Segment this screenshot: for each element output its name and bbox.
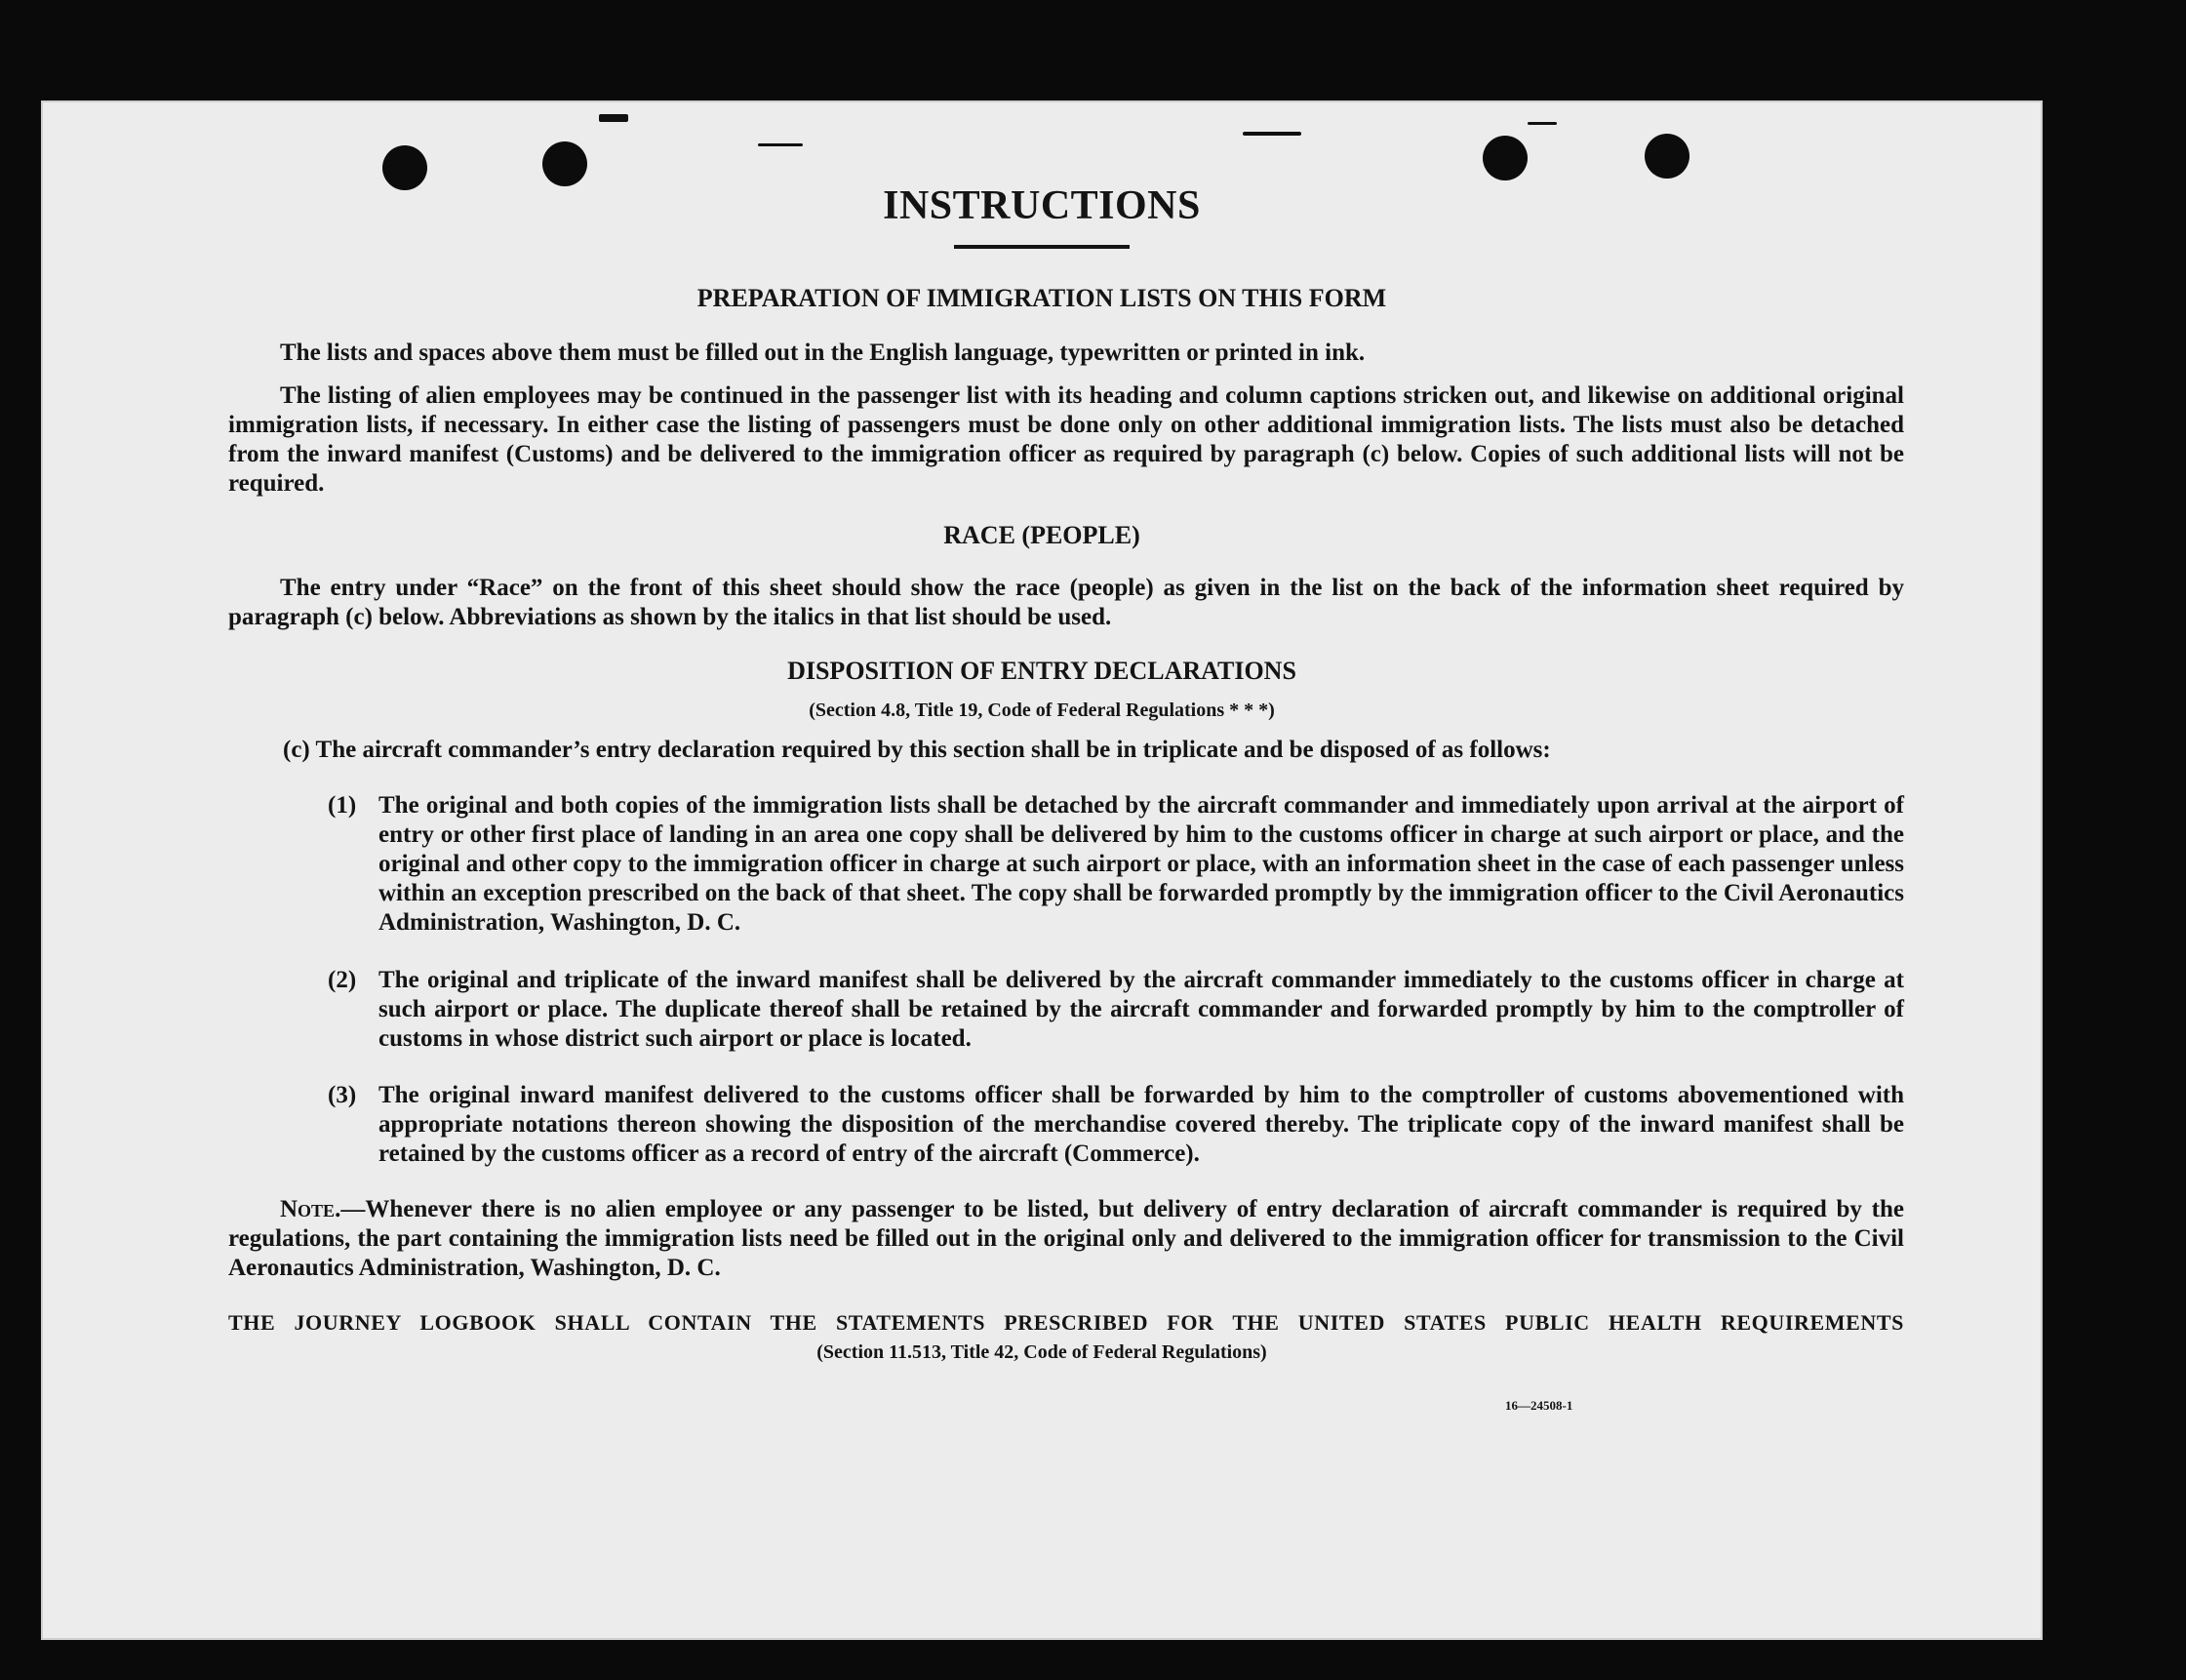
- disposition-heading: DISPOSITION OF ENTRY DECLARATIONS: [787, 657, 1296, 685]
- item-text: The original inward manifest delivered to the customs officer shall be forwarded by him to the comptroller of customs abovementioned with appropriate notations thereon showing the disposition of the merchandise covered thereby. The triplicate copy of the inward manifest shall be retained by the customs officer as a record of entry of the aircraft (Commerce).: [378, 1082, 1904, 1167]
- preparation-heading: PREPARATION OF IMMIGRATION LISTS ON THIS FORM: [696, 284, 1387, 312]
- disposition-intro: (c) The aircraft commander’s entry declaration required by this section shall be in triplicate and be disposed of as follows:: [283, 737, 1551, 763]
- disposition-citation: (Section 4.8, Title 19, Code of Federal Regulations * * *): [809, 700, 1275, 721]
- disposition-item-3: [330, 1081, 1904, 1169]
- disposition-item-1: [330, 791, 1904, 938]
- note-paragraph: [228, 1195, 1904, 1283]
- preparation-paragraph-1: The lists and spaces above them must be filled out in the English language, typewritten or printed in ink.: [280, 340, 1366, 366]
- page-title: INSTRUCTIONS: [883, 183, 1201, 228]
- footer-statement: THE JOURNEY LOGBOOK SHALL CONTAIN THE STATEMENTS PRESCRIBED FOR THE UNITED STATES PUBLIC HEALTH REQUIREMENTS: [228, 1310, 1904, 1335]
- item-number: (3): [328, 1082, 357, 1108]
- punch-hole-right-1: [1483, 136, 1528, 180]
- preparation-paragraph-2: The listing of alien employees may be continued in the passenger list with its heading and column captions stricken out, and likewise on additional original immigration lists, if necessary. In either case the listing of passengers must be done only on other additional immigration lists. The lists must also be detached from the inward manifest (Customs) and be delivered to the immigration officer as required by paragraph (c) below. Copies of such additional lists will not be required.: [228, 382, 1904, 497]
- race-heading: RACE (PEOPLE): [943, 521, 1140, 549]
- note-label: Note.: [280, 1196, 341, 1222]
- punch-hole-right-2: [1645, 134, 1689, 179]
- note-text: —Whenever there is no alien employee or any passenger to be listed, but delivery of entry declaration of aircraft commander is required by the regulations, the part containing the immigration lists need be filled out in the original only and delivered to the immigration officer for transmission to the Civil Aeronautics Administration, Washington, D. C.: [228, 1196, 1904, 1281]
- footer-citation: (Section 11.513, Title 42, Code of Federal Regulations): [816, 1341, 1267, 1363]
- item-number: (2): [328, 967, 357, 993]
- disposition-item-2: [330, 966, 1904, 1054]
- title-underline: [954, 245, 1130, 249]
- punch-hole-left-2: [542, 141, 587, 186]
- item-number: (1): [328, 792, 357, 819]
- race-paragraph: The entry under “Race” on the front of this sheet should show the race (people) as given in the list on the back of the information sheet required by paragraph (c) below. Abbreviations as shown by the italics in that list should be used.: [228, 575, 1904, 630]
- document-sheet: [41, 100, 2043, 1640]
- scan-speck: [599, 114, 628, 122]
- form-number: 16—24508-1: [1505, 1398, 1573, 1413]
- item-text: The original and both copies of the immigration lists shall be detached by the aircraft commander and immediately upon arrival at the airport of entry or other first place of landing in an area one copy shall be delivered by him to the customs officer in charge at such airport or place, and the original and other copy to the immigration officer in charge at such airport or place, with an information sheet in the case of each passenger unless within an exception prescribed on the back of that sheet. The copy shall be forwarded promptly by the immigration officer to the Civil Aeronautics Administration, Washington, D. C.: [378, 792, 1904, 936]
- item-text: The original and triplicate of the inward manifest shall be delivered by the aircraft commander immediately to the customs officer in charge at such airport or place. The duplicate thereof shall be retained by the aircraft commander and forwarded promptly by him to the comptroller of customs in whose district such airport or place is located.: [378, 967, 1904, 1052]
- scan-speck: [758, 143, 803, 146]
- scan-speck: [1528, 122, 1557, 125]
- scan-speck: [1243, 132, 1301, 136]
